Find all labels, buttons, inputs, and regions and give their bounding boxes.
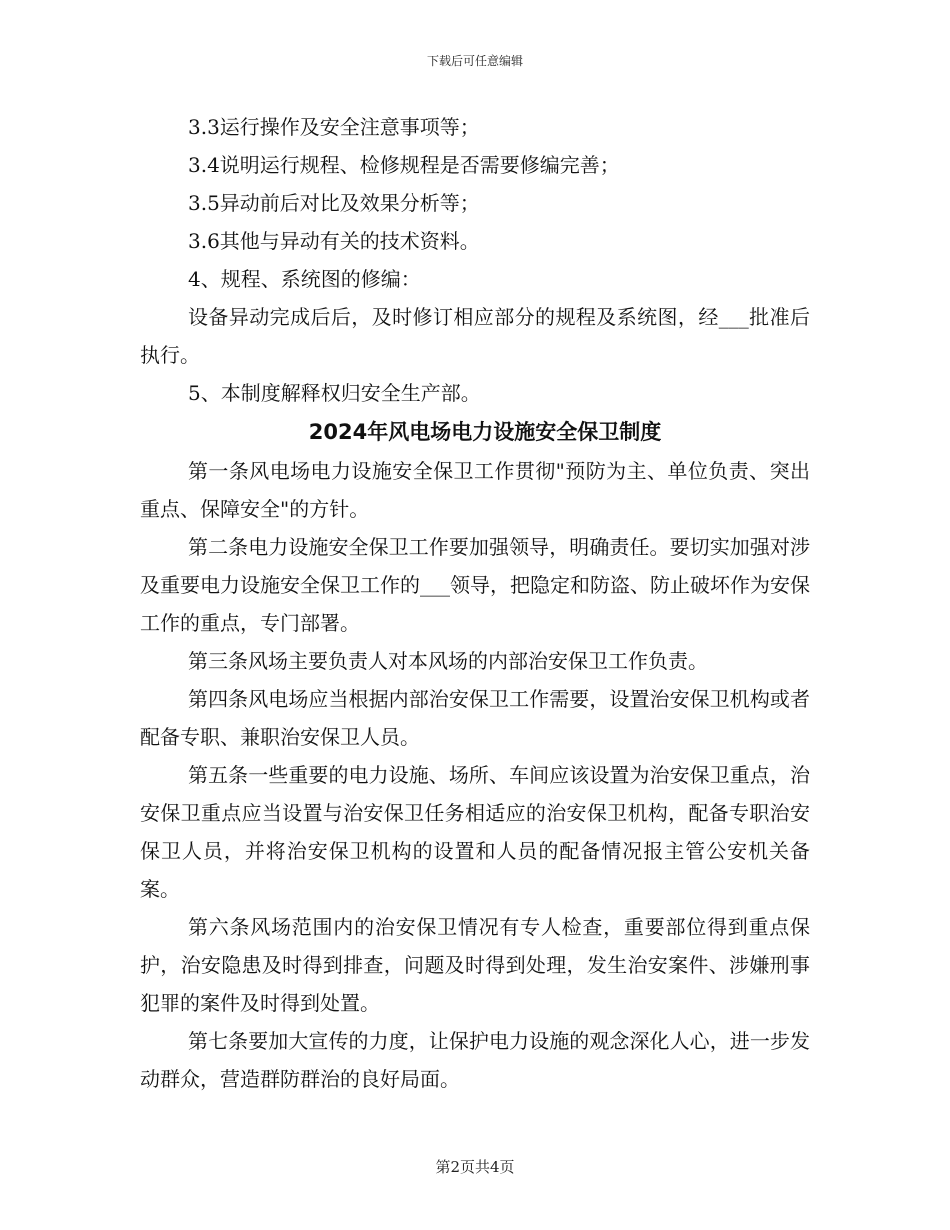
paragraph: 设备异动完成后后，及时修订相应部分的规程及系统图，经___批准后执行。 [140, 305, 810, 367]
article-paragraph: 第二条电力设施安全保卫工作要加强领导，明确责任。要切实加强对涉及重要电力设施安全保卫工作的___领导，把隐定和防盗、防止破坏作为安保工作的重点，专门部署。 [140, 535, 810, 635]
list-item: 3.5异动前后对比及效果分析等； [188, 191, 480, 215]
list-item: 3.6其他与异动有关的技术资料。 [188, 229, 480, 253]
article-paragraph: 第四条风电场应当根据内部治安保卫工作需要，设置治安保卫机构或者配备专职、兼职治安保卫人员。 [140, 687, 810, 749]
article-paragraph: 第三条风场主要负责人对本风场的内部治安保卫工作负责。 [188, 649, 708, 673]
list-item: 3.3运行操作及安全注意事项等； [188, 115, 480, 139]
list-item: 3.4说明运行规程、检修规程是否需要修编完善； [188, 153, 620, 177]
article-paragraph: 第七条要加大宣传的力度，让保护电力设施的观念深化人心，进一步发动群众，营造群防群治的良好局面。 [140, 1029, 810, 1091]
document-title: 2024年风电场电力设施安全保卫制度 [308, 420, 662, 444]
section-heading: 4、规程、系统图的修编： [188, 267, 421, 291]
list-item: 5、本制度解释权归安全生产部。 [188, 381, 481, 405]
article-paragraph: 第一条风电场电力设施安全保卫工作贯彻"预防为主、单位负责、突出重点、保障安全"的方针。 [140, 459, 810, 521]
document-body [140, 108, 810, 1098]
page-header: 下载后可任意编辑 [426, 54, 523, 68]
article-paragraph: 第五条一些重要的电力设施、场所、车间应该设置为治安保卫重点，治安保卫重点应当设置与治安保卫任务相适应的治安保卫机构，配备专职治安保卫人员，并将治安保卫机构的设置和人员的配备情况报主管公安机关备案。 [140, 763, 810, 901]
article-paragraph: 第六条风场范围内的治安保卫情况有专人检查，重要部位得到重点保护，治安隐患及时得到排查，问题及时得到处理，发生治安案件、涉嫌刑事犯罪的案件及时得到处置。 [140, 915, 810, 1015]
page-footer: 第2页共4页 [435, 1158, 515, 1176]
